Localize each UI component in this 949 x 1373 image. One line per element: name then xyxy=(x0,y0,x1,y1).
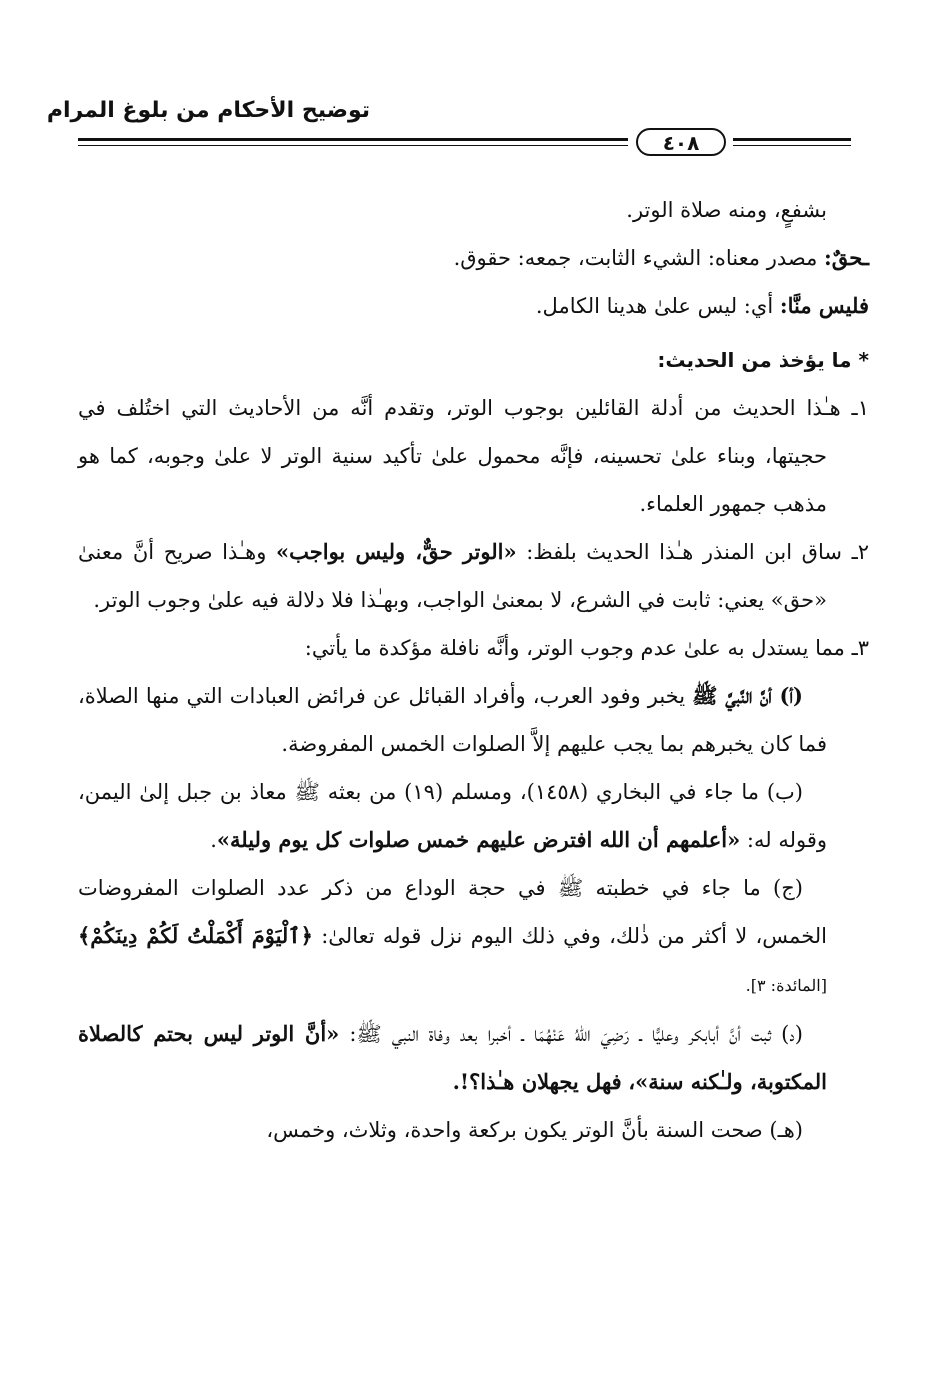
definition-haqq xyxy=(78,234,869,282)
point-2 xyxy=(78,528,869,624)
point-1: ١ـ هـٰذا الحديث من أدلة القائلين بوجوب الوتر، وتقدم أنَّه من الأحاديث التي اختُلف في حجيتها، وبناء علىٰ تحسينه، فإنَّه محمول علىٰ تأكيد سنية الوتر لا علىٰ وجوبه، كما هو مذهب جمهور العلماء. xyxy=(78,396,869,516)
term-laysa-minna: فليس منَّا: xyxy=(779,293,869,318)
point-3: ٣ـ مما يستدل به علىٰ عدم وجوب الوتر، وأنَّه نافلة مؤكدة ما يأتي: xyxy=(304,636,869,660)
def-haqq: مصدر معناه: الشيء الثابت، جمعه: حقوق. xyxy=(453,246,818,270)
line-witr-continuation: بشفعٍ، ومنه صلاة الوتر. xyxy=(626,198,827,222)
header-rule-left-thick xyxy=(78,138,628,141)
def-laysa-minna: أي: ليس علىٰ هدينا الكامل. xyxy=(535,294,774,318)
quran-verse: ﴿ٱلْيَوْمَ أَكْمَلْتُ لَكُمْ دِينَكُمْ﴾ xyxy=(78,923,313,948)
point-3-c-text: (ج) ما جاء في خطبته ﷺ في حجة الوداع من ذكر عدد الصلوات المفروضات الخمس، لا أكثر من ذٰلك، وفي ذلك اليوم نزل قوله تعالىٰ: xyxy=(78,876,827,948)
point-3-a xyxy=(78,672,869,768)
section-heading: * ما يؤخذ من الحديث: xyxy=(657,348,869,372)
point-3-b xyxy=(78,768,869,864)
definition-laysa-minna xyxy=(78,282,869,330)
header-rule xyxy=(78,128,851,158)
header-rule-right-thin xyxy=(733,145,851,146)
body-text xyxy=(78,186,869,1154)
header-rule-left-thin xyxy=(78,145,628,146)
point-3-d-quote: «أنَّ الوتر ليس بحتم كالصلاة المكتوبة، ولـٰكنه سنة»، xyxy=(78,1021,827,1094)
header-rule-right-thick xyxy=(733,138,851,141)
point-3-a-text: يخبر وفود العرب، وأفراد القبائل عن فرائض العبادات التي منها الصلاة، فما كان يخبرهم بما يجب عليهم إلاَّ الصلوات الخمس المفروضة. xyxy=(78,684,827,756)
point-2-quote: «الوتر حقٌّ، وليس بواجب» xyxy=(276,539,517,564)
page-number-badge: ٤٠٨ xyxy=(636,128,726,156)
point-3-a-lead: (أ) أنَّ النَّبيَّ ﷺ xyxy=(692,683,803,708)
point-2-intro: ٢ـ ساق ابن المنذر هـٰذا الحديث بلفظ: xyxy=(526,540,870,564)
point-3-d-text: (د) ثبت أنَّ أبابكر وعليًّا ـ رَضِيَ اللهُ عَنْهُمَا ـ أخبرا بعد وفاة النبي ﷺ: xyxy=(349,1022,803,1046)
quran-reference: [المائدة: ٣]. xyxy=(745,976,827,995)
point-2-rest: وهـٰذا صريح أنَّ معنىٰ «حق» يعني: ثابت في الشرع، لا بمعنىٰ الواجب، وبهـٰذا فلا دلالة فيه علىٰ وجوب الوتر. xyxy=(78,540,827,612)
point-3-b-quote: «أعلمهم أن الله افترض عليهم خمس صلوات كل يوم وليلة» xyxy=(216,827,741,852)
point-3-b-end: . xyxy=(210,828,217,852)
point-3-c xyxy=(78,864,869,1010)
running-header-title: توضيح الأحكام من بلوغ المرام xyxy=(46,98,370,123)
point-3-d xyxy=(78,1010,869,1106)
point-3-d-end: فهل يجهلان هـٰذا؟!. xyxy=(452,1069,622,1094)
point-3-b-text: (ب) ما جاء في البخاري (١٤٥٨)، ومسلم (١٩) من بعثه ﷺ معاذ بن جبل إلىٰ اليمن، وقوله له: xyxy=(78,780,827,852)
point-3-e: (هـ) صحت السنة بأنَّ الوتر يكون بركعة واحدة، وثلاث، وخمس، xyxy=(266,1118,803,1142)
term-haqq: ـحقٌ: xyxy=(824,245,869,270)
